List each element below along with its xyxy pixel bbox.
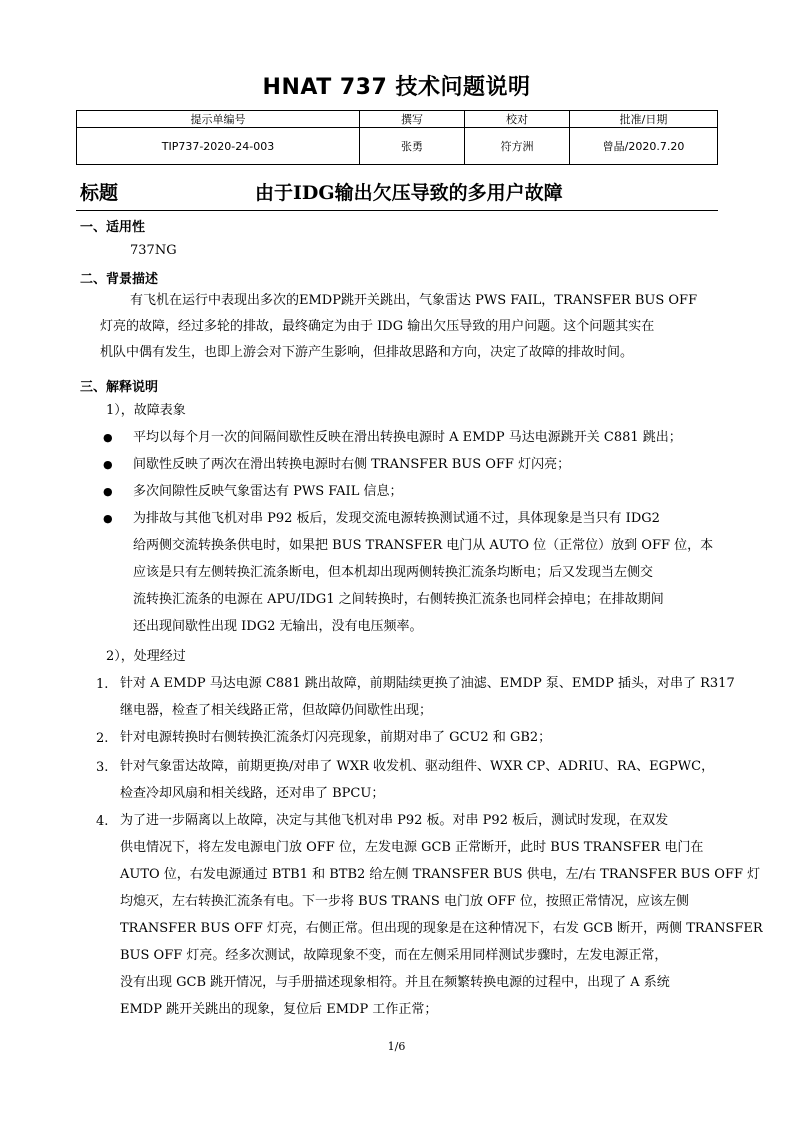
step-number: 4. bbox=[96, 814, 109, 829]
symptom-line: 给两侧交流转换条供电时，如果把 BUS TRANSFER 电门从 AUTO 位（正常位）放到 OFF 位，本 bbox=[133, 538, 714, 553]
bullet-icon: ● bbox=[103, 431, 113, 444]
info-value-author: 张勇 bbox=[360, 128, 465, 165]
section-heading-applicability: 一、适用性 bbox=[80, 220, 146, 235]
step-line: 均熄灭，左右转换汇流条有电。下一步将 BUS TRANS 电门放 OFF 位，按照正常情况，应该左侧 bbox=[120, 894, 689, 909]
background-line: 灯亮的故障，经过多轮的排故，最终确定为由于 IDG 输出欠压导致的用户问题。这个问题其实在 bbox=[100, 319, 655, 334]
step-number: 1. bbox=[96, 677, 109, 692]
info-table-value-row bbox=[77, 128, 718, 165]
symptom-line: 为排故与其他飞机对串 P92 板后，发现交流电源转换测试通不过，具体现象是当只有 IDG2 bbox=[133, 511, 660, 526]
info-header-proofread: 校对 bbox=[465, 111, 570, 128]
background-line: 有飞机在运行中表现出多次的EMDP跳开关跳出，气象雷达 PWS FAIL，TRANSFER BUS OFF bbox=[130, 293, 698, 308]
subject-divider bbox=[76, 210, 718, 211]
step-number: 2. bbox=[96, 731, 109, 746]
symptom-line: 平均以每个月一次的间隔间歇性反映在滑出转换电源时 A EMDP 马达电源跳开关 C881 跳出； bbox=[133, 430, 682, 445]
step-line: 继电器，检查了相关线路正常，但故障仍间歇性出现； bbox=[120, 703, 433, 718]
section-heading-background: 二、背景描述 bbox=[80, 272, 159, 287]
symptom-line: 应该是只有左侧转换汇流条断电，但本机却出现两侧转换汇流条均断电；后又发现当左侧交 bbox=[133, 565, 654, 580]
info-table-header-row bbox=[77, 111, 718, 128]
step-line: TRANSFER BUS OFF 灯亮，右侧正常。但出现的现象是在这种情况下，右发 GCB 断开，两侧 TRANSFER bbox=[120, 921, 763, 936]
step-line: EMDP 跳开关跳出的现象，复位后 EMDP 工作正常； bbox=[120, 1002, 438, 1017]
subsection-process: 2），处理经过 bbox=[106, 649, 186, 664]
symptom-line: 流转换汇流条的电源在 APU/IDG1 之间转换时，右侧转换汇流条也同样会掉电；在排故期间 bbox=[133, 592, 664, 607]
bullet-icon: ● bbox=[103, 485, 113, 498]
symptom-line: 多次间隙性反映气象雷达有 PWS FAIL 信息； bbox=[133, 484, 403, 499]
step-line: 供电情况下，将左发电源电门放 OFF 位，左发电源 GCB 正常断开，此时 BUS TRANSFER 电门在 bbox=[120, 840, 704, 855]
subject-label: 标题 bbox=[80, 182, 119, 204]
step-line: 针对气象雷达故障，前期更换/对串了 WXR 收发机、驱动组件、WXR CP、ADRIU、RA、EGPWC， bbox=[120, 759, 715, 774]
step-line: BUS OFF 灯亮。经多次测试，故障现象不变，而在左侧采用同样测试步骤时，左发电源正常， bbox=[120, 948, 668, 963]
background-line: 机队中偶有发生，也即上游会对下游产生影响，但排故思路和方向，决定了故障的排故时间。 bbox=[100, 345, 634, 360]
step-line: 检查冷却风扇和相关线路，还对串了 BPCU； bbox=[120, 786, 385, 801]
step-line: 没有出现 GCB 跳开情况，与手册描述现象相符。并且在频繁转换电源的过程中，出现了 A 系统 bbox=[120, 975, 670, 990]
info-table bbox=[76, 110, 718, 165]
info-value-proofread: 符方洲 bbox=[465, 128, 570, 165]
info-value-approval-date: 曾晶/2020.7.20 bbox=[570, 128, 718, 165]
step-line: 针对 A EMDP 马达电源 C881 跳出故障，前期陆续更换了油滤、EMDP 泵、EMDP 插头，对串了 R317 bbox=[120, 676, 735, 691]
subsection-symptoms: 1），故障表象 bbox=[106, 403, 186, 418]
info-value-tip-number: TIP737-2020-24-003 bbox=[77, 128, 360, 165]
symptom-line: 还出现间歇性出现 IDG2 无输出，没有电压频率。 bbox=[133, 619, 423, 634]
document-title: HNAT 737 技术问题说明 bbox=[262, 75, 531, 100]
applicability-content: 737NG bbox=[130, 243, 177, 258]
step-line: 为了进一步隔离以上故障，决定与其他飞机对串 P92 板。对串 P92 板后，测试时发现，在双发 bbox=[120, 813, 669, 828]
bullet-icon: ● bbox=[103, 458, 113, 471]
step-line: 针对电源转换时右侧转换汇流条灯闪亮现象，前期对串了 GCU2 和 GB2； bbox=[120, 730, 552, 745]
page-number: 1/6 bbox=[387, 1040, 406, 1053]
info-header-tip-number: 提示单编号 bbox=[77, 111, 360, 128]
bullet-icon: ● bbox=[103, 512, 113, 525]
subject-text: 由于IDG输出欠压导致的多用户故障 bbox=[255, 182, 563, 204]
info-header-author: 撰写 bbox=[360, 111, 465, 128]
step-line: AUTO 位，右发电源通过 BTB1 和 BTB2 给左侧 TRANSFER BUS 供电，左/右 TRANSFER BUS OFF 灯 bbox=[120, 867, 761, 882]
step-number: 3. bbox=[96, 760, 109, 775]
info-header-approval-date: 批准/日期 bbox=[570, 111, 718, 128]
symptom-line: 间歇性反映了两次在滑出转换电源时右侧 TRANSFER BUS OFF 灯闪亮； bbox=[133, 457, 571, 472]
section-heading-explanation: 三、解释说明 bbox=[80, 380, 159, 395]
